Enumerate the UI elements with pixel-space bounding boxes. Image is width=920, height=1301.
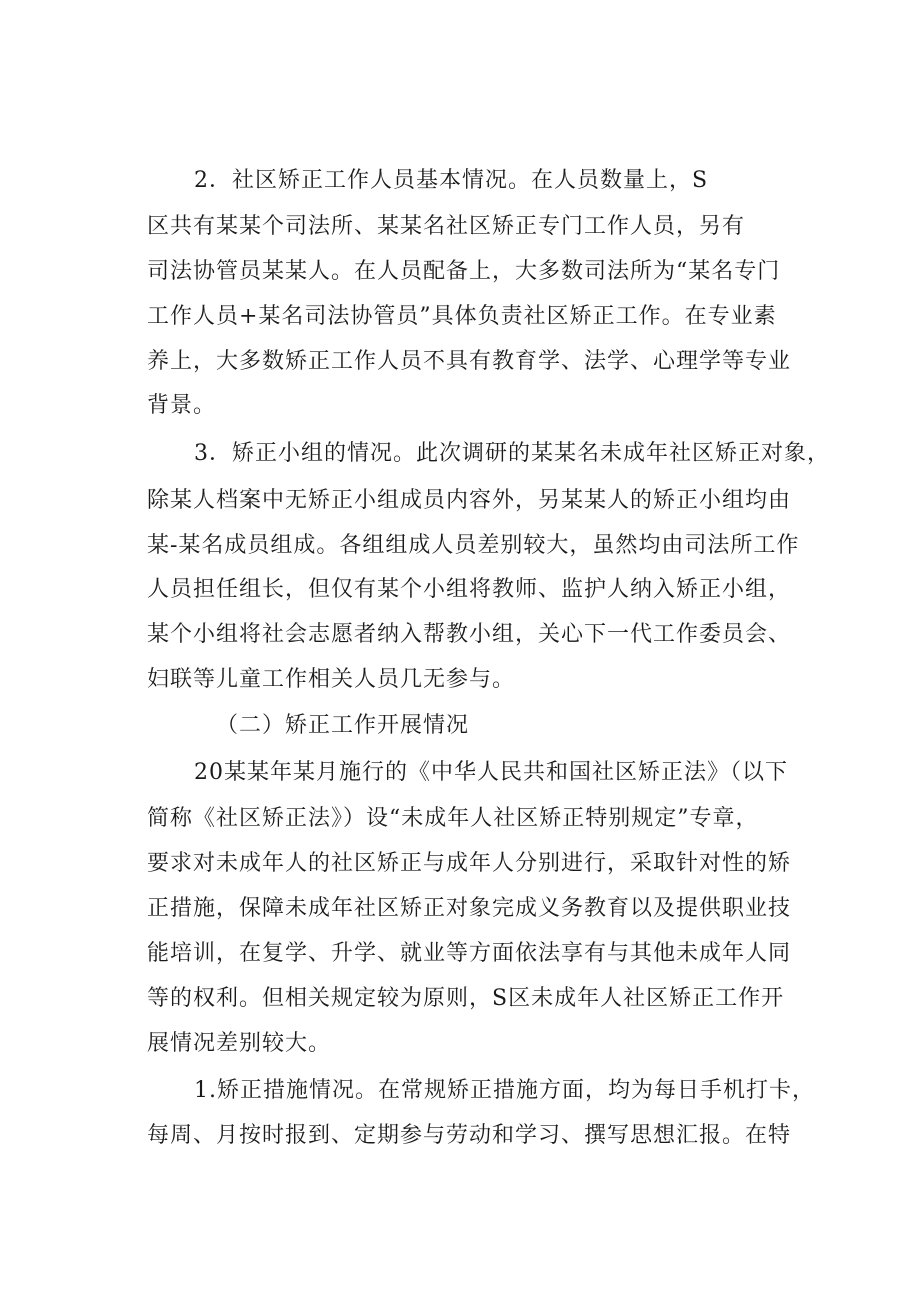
text-line: 1.矫正措施情况。在常规矫正措施方面，均为每日手机打卡， [194,1078,815,1103]
text-line: 司法协管员某某人。在人员配备上，大多数司法所为“某名专门 [147,259,781,284]
text-line: 2．社区矫正工作人员基本情况。在人员数量上，S [194,168,709,193]
text-line: 除某人档案中无矫正小组成员内容外，另某某人的矫正小组均由 [147,488,792,513]
text-line: 等的权利。但相关规定较为原则，S区未成年人社区矫正工作开 [147,986,785,1011]
text-line: 3．矫正小组的情况。此次调研的某某名未成年社区矫正对象， [194,441,830,466]
text-line: 人员担任组长，但仅有某个小组将教师、监护人纳入矫正小组， [147,577,792,602]
text-line: 某-某名成员组成。各组组成人员差别较大，虽然均由司法所工作 [147,533,800,558]
section-heading: （二）矫正工作开展情况 [216,713,470,738]
text-line: 简称《社区矫正法》）设“未成年人社区矫正特别规定”专章， [147,806,759,831]
text-line: 展情况差别较大。 [147,1031,332,1056]
text-line: 20某某年某月施行的《中华人民共和国社区矫正法》（以下 [194,760,788,785]
text-line: 要求对未成年人的社区矫正与成年人分别进行，采取针对性的矫 [147,851,792,876]
text-line: 能培训，在复学、升学、就业等方面依法享有与其他未成年人同 [147,941,792,966]
text-line: 每周、月按时报到、定期参与劳动和学习、撰写思想汇报。在特 [147,1123,792,1148]
text-line: 养上，大多数矫正工作人员不具有教育学、法学、心理学等专业 [147,349,792,374]
text-line: 工作人员+某名司法协管员”具体负责社区矫正工作。在专业素 [147,304,777,329]
text-line: 背景。 [147,393,217,418]
text-line: 某个小组将社会志愿者纳入帮教小组，关心下一代工作委员会、 [147,622,792,647]
text-line: 区共有某某个司法所、某某名社区矫正专门工作人员，另有 [147,214,746,239]
text-line: 妇联等儿童工作相关人员几无参与。 [147,667,516,692]
text-line: 正措施，保障未成年社区矫正对象完成义务教育以及提供职业技 [147,896,792,921]
